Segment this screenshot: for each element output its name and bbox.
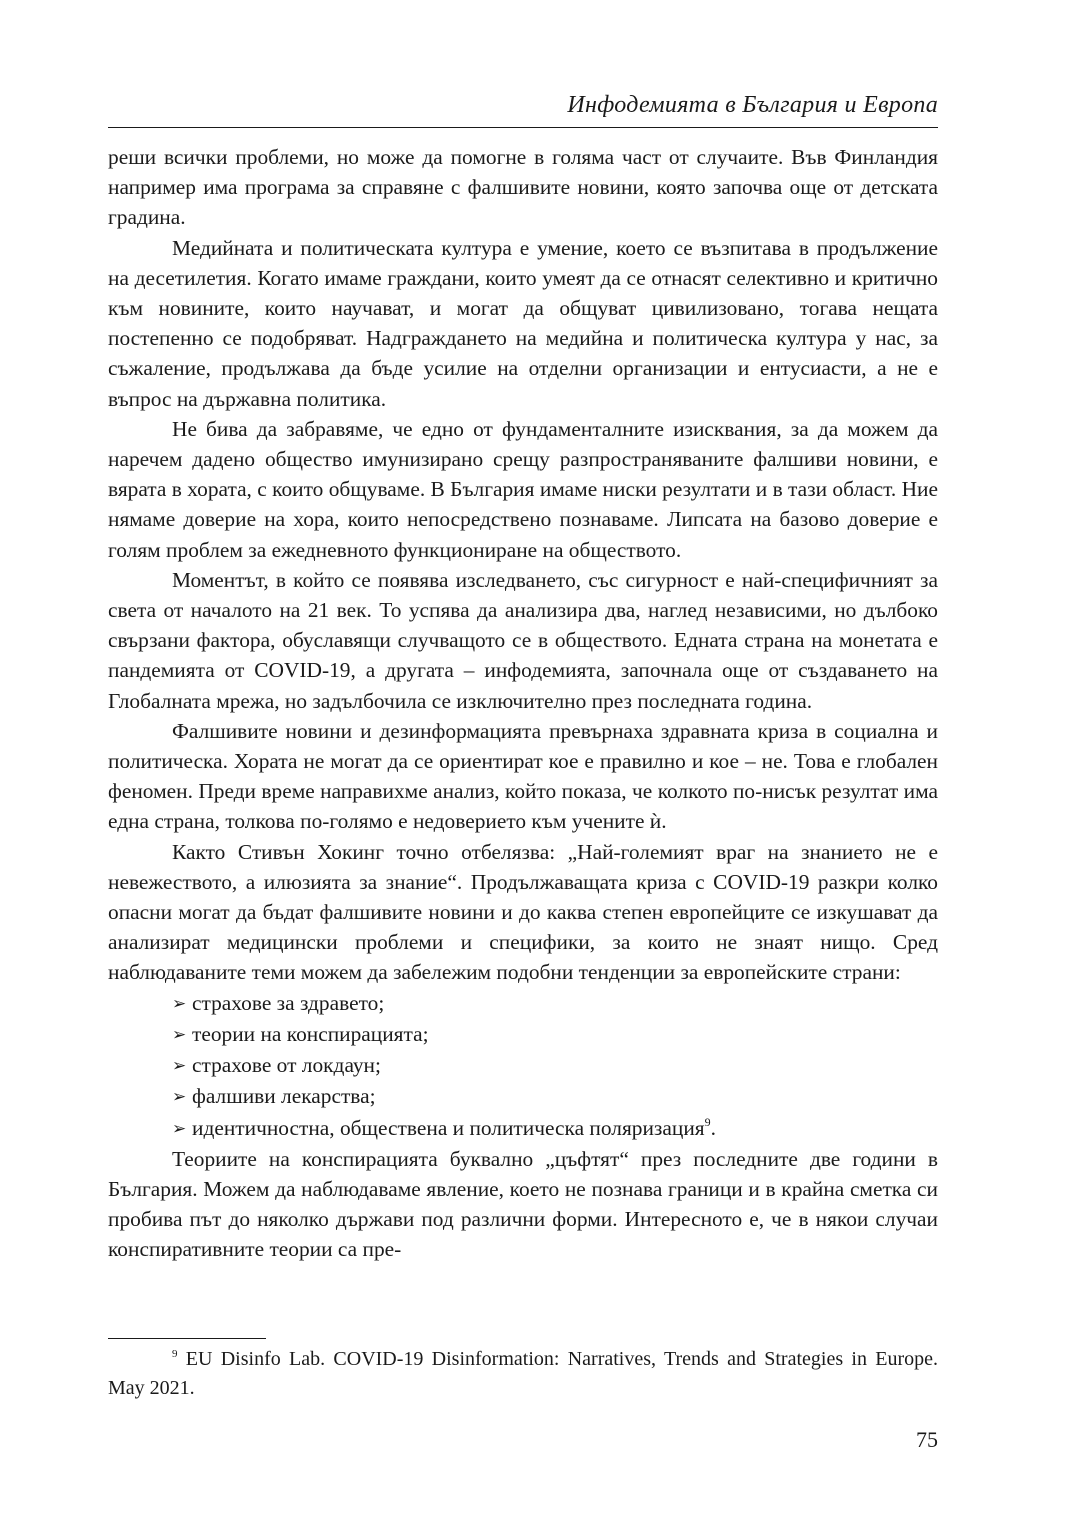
bullet-list (108, 988, 938, 1144)
paragraph-3: Не бива да забравяме, че едно от фундаменталните изисквания, за да можем да наречем дадено общество имунизирано срещу разпространяваните фалшиви новини, е вярата в хората, с които общуваме. В България имаме ниски резултати и в тази област. Ние нямаме доверие на хора, които непосредствено познаваме. Липсата на базово доверие е голям проблем за ежедневното функциониране на обществото. (108, 416, 938, 562)
list-item (172, 1050, 938, 1081)
list-item-text: теории на конспирацията; (192, 1021, 429, 1046)
list-item (172, 1019, 938, 1050)
paragraph-7: Теориите на конспирацията буквално „цъфтят“ през последните две години в България. Можем да наблюдаваме явление, което не познава граници и в крайна сметка си пробива път до няколко държави под различни форми. Интересното е, че в някои случаи конспиративните теории са пре- (108, 1146, 938, 1262)
list-item-text: фалшиви лекарства; (192, 1084, 376, 1109)
page-number: 75 (916, 1427, 938, 1452)
list-item (172, 1113, 938, 1144)
arrowhead-bullet-icon: ➢ (172, 1118, 187, 1138)
list-item-text: идентичностна, обществена и политическа поляризация (192, 1115, 705, 1140)
footnote-reference[interactable]: 9 (704, 1114, 711, 1129)
footnote-number: 9 (172, 1348, 178, 1360)
paragraph-2: Медийната и политическата култура е умение, което се възпитава в продължение на десетилетия. Когато имаме граждани, които умеят да се отнасят селективно и критично към новините, които научават, и могат да общуват цивилизовано, тогава нещата постепенно се подобряват. Надграждането на медийна и политическа култура у нас, за съжаление, продължава да бъде усилие на отделни организации и ентусиасти, а не е въпрос на държавна политика. (108, 235, 938, 411)
footnote-rule (108, 1338, 266, 1339)
arrowhead-bullet-icon: ➢ (172, 1024, 187, 1044)
header-rule (108, 127, 938, 128)
running-header: Инфодемията в България и Европа (567, 92, 938, 118)
footnote-text: EU Disinfo Lab. COVID-19 Disinformation: Narratives, Trends and Strategies in Europe. May 2021. (108, 1348, 938, 1399)
paragraph-4: Моментът, в който се появява изследването, със сигурност е най-специфичният за света от началото на 21 век. То успява да анализира два, наглед независими, но дълбоко свързани фактора, обуславящи случващото се в обществото. Едната страна на монетата е пандемията от COVID-19, а другата – инфодемията, започнала още от създаването на Глобалната мрежа, но задълбочила се изключително през последната година. (108, 567, 938, 713)
arrowhead-bullet-icon: ➢ (172, 1056, 187, 1076)
list-item (172, 1081, 938, 1112)
list-item-text: страхове за здравето; (192, 990, 385, 1015)
body-text (108, 142, 938, 1265)
list-item (172, 988, 938, 1019)
paragraph-5: Фалшивите новини и дезинформацията превърнаха здравната криза в социална и политическа. Хората не могат да се ориентират кое е правилно и кое – не. Това е глобален феномен. Преди време направихме анализ, който показа, че колкото по-нисък резултат има една страна, толкова по-голямо е недоверието към учените ѝ. (108, 718, 938, 834)
list-item-text: страхове от локдаун; (192, 1053, 381, 1078)
footnote (108, 1345, 938, 1403)
arrowhead-bullet-icon: ➢ (172, 993, 187, 1013)
paragraph-6: Както Стивън Хокинг точно отбелязва: „Най-големият враг на знанието не е невежеството, а илюзията за знание“. Продължаващата криза с COVID-19 разкри колко опасни могат да бъдат фалшивите новини и до каква степен европейците се изкушават да анализират медицински проблеми и специфики, за които не знаят нищо. Сред наблюдаваните теми можем да забележим подобни тенденции за европейските страни: (108, 839, 938, 985)
paragraph-1: реши всички проблеми, но може да помогне в голяма част от случаите. Във Финландия например има програма за справяне с фалшивите новини, която започва още от детската градина. (108, 145, 938, 230)
arrowhead-bullet-icon: ➢ (172, 1087, 187, 1107)
list-item-end: . (710, 1115, 716, 1140)
